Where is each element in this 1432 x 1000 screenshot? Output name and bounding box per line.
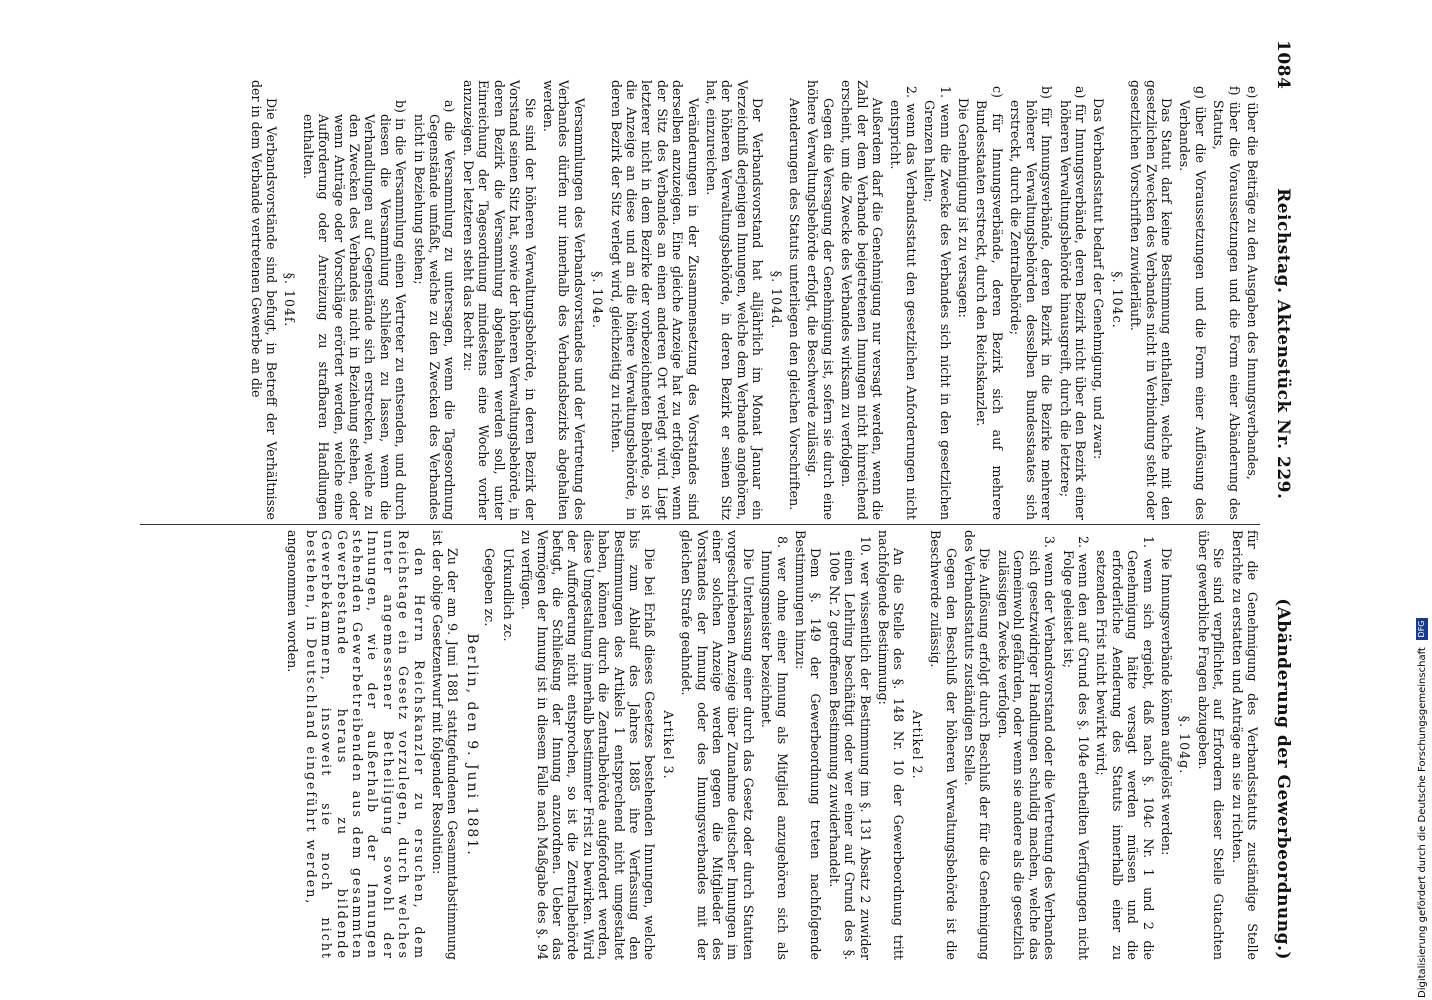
text-block: 2. wenn den auf Grund des §. 104e ertheilten Verfügungen nicht Folge geleistet ist;: [1060, 536, 1091, 960]
text-block: 8. wer ohne einer Innung als Mitglied anzugehören sich als Innungsmeister bezeichnet.: [759, 536, 790, 960]
text-block: b) für Innungsverbände, deren Bezirk in die Bezirke mehrerer höherer Verwaltungsbehörden desselben Bundesstaates sich erstreckt, durch die Zentralbehörde;: [1008, 86, 1055, 520]
page-subtitle: (Abänderung der Gewerbeordnung.): [1273, 598, 1293, 960]
text-block: Gegen den Beschluß der höheren Verwaltungsbehörde ist die Beschwerde zulässig.: [928, 530, 959, 960]
text-block: Gegeben zc.: [482, 548, 498, 627]
text-block: a) die Versammlung zu untersagen, wenn die Tagesordnung Gegenstände umfaßt, welche zu den Zwecken des Verbandes nicht in Beziehung stehen;: [411, 100, 458, 520]
text-block: Die bei Erlaß dieses Gesetzes bestehenden Innungen, welche bis zum Ablauf des Jahres 1885 ihre Verfassung den Bestimmungen des Artikels 1 entsprechend nicht umgestaltet haben, können durch die Zentralbehörde aufgefordert werden, diese Umgestaltung innerhalb bestimmter Frist zu bewirken. Wird der Aufforderung nicht entsprochen, so ist die Zentralbehörde befugt, die Schließung der Innung anzuordnen. Ueber das Vermögen der Innung ist in diesem Falle nach Maßgabe des §. 94 zu verfügen.: [519, 530, 658, 960]
text-block: Die Unterlassung einer durch das Gesetz oder durch Statuten vorgeschriebenen Anzeige über Zunahme deutscher Innungen im einer solchen Anzeige werden gegen die Mitglieder des Vorstandes der Innung oder des Innungsverbandes mit der gleichen Strafe geahndet.: [679, 530, 756, 960]
page-title: Reichstag. Aktenstück Nr. 229.: [1273, 188, 1293, 500]
right-column: [140, 530, 1260, 960]
text-block: g) über die Voraussetzungen und die Form einer Auflösung des Verbandes.: [1177, 86, 1208, 520]
text-block: Urkundlich zc.: [500, 548, 516, 642]
text-block: b) in die Versammlung einen Vertreter zu entsenden, und durch diesen die Versammlung schließen zu lassen, wenn die Verhandlungen auf Gegenstände sich erstrecken, welche zu den Zwecken des Verbandes nicht in Beziehung stehen, oder wenn Anträge oder Vorschläge erörtert werden, welche eine Aufforderung oder Anreizung zu strafbaren Handlungen enthalten.: [300, 100, 409, 520]
text-block: f) über die Voraussetzungen und die Form einer Abänderung des Statuts,: [1211, 86, 1242, 520]
text-block: Das Statut darf keine Bestimmung enthalten, welche mit den gesetzlichen Zwecken des Verbandes nicht in Verbindung steht oder gesetzlichen Vorschriften zuwiderläuft.: [1128, 80, 1174, 520]
column-divider: [140, 524, 1260, 525]
text-block: Die Innungsverbände können aufgelöst werden:: [1158, 548, 1174, 856]
text-block: 1. wenn die Zwecke des Verbandes sich nicht in den gesetzlichen Grenzen halten;: [922, 86, 953, 520]
text-block: Zu der am 9. Juni 1881 stattgefundenen Gesammtabstimmung ist der obige Gesetzentwurf mit folgender Resolution:: [430, 530, 461, 960]
section-heading: §. 104g.: [1177, 715, 1193, 775]
text-block: Dem §. 149 der Gewerbeordnung treten nachfolgende Bestimmungen hinzu:: [793, 530, 824, 960]
text-block: Berlin, den 9. Juni 1881.: [463, 633, 480, 857]
section-heading: §. 104c.: [1109, 271, 1125, 329]
text-block: Veränderungen in der Zusammensetzung des Vorstandes sind derselben anzuzeigen. Eine gleiche Anzeige hat zu erfolgen, wenn der Sitz des Verbandes an einen anderen Ort verlegt wird. Liegt letzterer nicht in dem Bezirke der vorbezeichneten Behörde, so ist die Anzeige an diese und an die höhere Verwaltungsbehörde, in deren Bezirk der Sitz verlegt wird, gleichzeitig zu richten.: [608, 80, 701, 520]
section-heading: §. 104e.: [590, 271, 606, 329]
text-block: Die Genehmigung ist zu versagen:: [956, 98, 972, 318]
section-heading: §. 104d.: [768, 270, 784, 330]
dfg-logo: DFG: [1416, 618, 1428, 640]
footer-note-text: Digitalisierung gefördert durch die Deutsche Forschungsgemeinschaft: [1417, 647, 1428, 998]
digitization-note: [1416, 0, 1432, 998]
footer: [1416, 0, 1432, 1000]
text-block: Die Auflösung erfolgt durch Beschluß der für die Genehmigung des Verbandsstatuts zuständigen Stelle.: [962, 530, 993, 960]
text-block: c) für Innungsverbände, deren Bezirk sich auf mehrere Bundesstaaten erstreckt, durch den Reichskanzler.: [974, 86, 1005, 520]
left-column: [140, 80, 1260, 520]
section-heading: Artikel 2.: [909, 710, 925, 780]
text-block: Außerdem darf die Genehmigung nur versagt werden, wenn die Zahl der dem Verbande beigetretenen Innungen nicht hinreichend erscheint, um die Zwecke des Verbandes wirksam zu verfolgen.: [839, 80, 886, 520]
text-block: 2. wenn das Verbandsstatut den gesetzlichen Anforderungen nicht entspricht.: [888, 86, 919, 520]
text-block: Versammlungen des Verbandsvorstandes und der Vertretung des Verbandes dürfen nur innerhalb des Verbandsbezirks abgehalten werden.: [540, 80, 587, 520]
text-block: Gegen die Versagung der Genehmigung ist, sofern sie durch eine höhere Verwaltungsbehörde erfolgt, die Beschwerde zulässig.: [805, 80, 836, 520]
text-block: Das Verbandsstatut bedarf der Genehmigung, und zwar:: [1091, 98, 1107, 460]
text-block: Aenderungen des Statuts unterliegen den gleichen Vorschriften.: [787, 98, 803, 511]
text-block: 10. wer wissentlich der Bestimmung im §. 131 Absatz 2 zuwider einen Lehrling beschäftigt oder wer einer auf Grund des §. 100e Nr. 2 getroffenen Bestimmung zuwiderhandelt.: [826, 536, 873, 960]
text-block: Sie sind der höheren Verwaltungsbehörde, in deren Bezirk der Vorstand seinen Sitz hat, sowie der höheren Verwaltungsbehörde, in deren Bezirk die Versammlung abgehalten werden soll, unter Einreichung der Tagesordnung mindestens eine Woche vorher anzuzeigen. Der letzteren steht das Recht zu:: [460, 80, 538, 520]
text-block: Die Verbandsvorstände sind befugt, in Betreff der Verhältnisse der in dem Verbande vertretenen Gewerbe an die: [248, 80, 280, 520]
text-block: den Herrn Reichskanzler zu ersuchen, dem Reichstage ein Gesetz vorzulegen, durch welches unter angemessener Betheiligung sowohl der Innungen, wie der außerhalb der Innungen stehenden Gewerbetreibenden aus dem gesammten Gewerbestande heraus zu bildende Gewerbekammern, insoweit sie noch nicht bestehen, in Deutschland eingeführt werden,: [303, 530, 427, 960]
text-block: a) für Innungsverbände, deren Bezirk nicht über den Bezirk einer höheren Verwaltungsbehörde hinausgreift, durch die letztere;: [1057, 86, 1088, 520]
text-block: 1. wenn sich ergiebt, daß nach §. 104c Nr. 1 und 2 die Genehmigung hätte versagt werden müssen und die erforderliche Aenderung des Statuts innerhalb einer zu setzenden Frist nicht bewirkt wird;: [1094, 536, 1156, 960]
text-block: 3. wenn der Verbandsvorstand oder die Vertretung des Verbandes sich gesetzwidriger Handlungen schuldig machen, welche das Gemeinwohl gefährden, oder wenn sie andere als die gesetzlich zulässigen Zwecke verfolgen.: [995, 536, 1058, 960]
text-block: An die Stelle des §. 148 Nr. 10 der Gewerbeordnung tritt nachfolgende Bestimmung:: [876, 530, 907, 960]
section-heading: Artikel 3.: [660, 710, 676, 780]
text-block: Sie sind verpflichtet, auf Erfordern dieser Stelle Gutachten über gewerbliche Fragen abzugeben.: [1195, 530, 1227, 960]
text-block: für die Genehmigung des Verbandsstatuts zuständige Stelle Berichte zu erstatten und Anträge an sie zu richten.: [1229, 530, 1260, 960]
text-block: e) über die Beiträge zu den Ausgaben des Innungsverbandes,: [1245, 86, 1260, 480]
text-block: Der Verbandsvorstand hat alljährlich im Monat Januar ein Verzeichniß derjenigen Innungen, welche dem Verbande angehören, der höheren Verwaltungsbehörde, in deren Bezirk er seinen Sitz hat, einzureichen.: [704, 80, 766, 520]
page-number: 1084: [1273, 40, 1293, 90]
text-block: angenommen worden.: [285, 530, 301, 673]
page-header: [1270, 40, 1296, 960]
section-heading: §. 104f.: [282, 272, 298, 328]
